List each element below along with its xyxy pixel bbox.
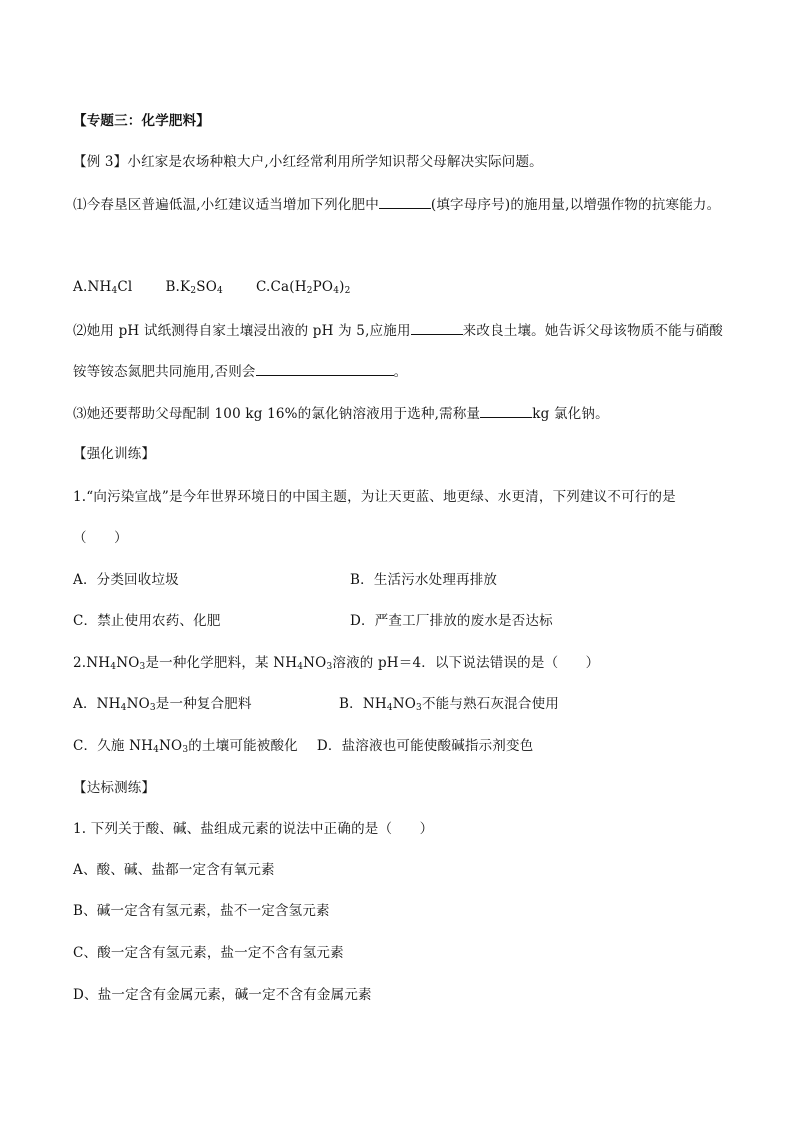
standard-option-b: B、碱一定含有氢元素，盐不一定含氢元素 — [73, 903, 330, 919]
training-q1-options-ab — [73, 571, 498, 589]
training-heading: 【强化训练】 — [73, 446, 156, 462]
training-q2-options-cd — [73, 737, 533, 755]
training-q2-options-ab — [73, 695, 559, 713]
training-q1-line1: 1.“向污染宣战”是今年世界环境日的中国主题，为让天更蓝、地更绿、水更清，下列建议不可行的是 — [73, 489, 676, 505]
option-b: $B.K_2SO_4$ — [165, 279, 223, 296]
example-q3: ⑶她还要帮助父母配制 100 kg 16%的氯化钠溶液用于选种,需称量 kg 氯化钠。 — [73, 406, 609, 422]
answer-blank[interactable] — [256, 362, 394, 376]
option-a: $A.NH_4Cl$ — [73, 279, 133, 296]
option-c: $C.Ca(H_2PO_4)_2$ — [255, 279, 351, 296]
answer-blank[interactable] — [379, 195, 431, 209]
option-d: D．严查工厂排放的废水是否达标 — [350, 613, 553, 629]
example-q2-line2: 铵等铵态氮肥共同施用,否则会 。 — [73, 364, 408, 380]
standard-option-c: C、酸一定含有氢元素，盐一定不含有氢元素 — [73, 945, 344, 961]
standard-option-a: A、酸、碱、盐都一定含有氧元素 — [73, 862, 275, 878]
answer-blank[interactable] — [411, 321, 463, 335]
standard-heading: 【达标测练】 — [73, 780, 156, 796]
training-q1-line2: （ ） — [73, 530, 128, 546]
training-q1-options-cd — [73, 612, 553, 630]
option-a: A．$NH_4NO_3$是一种复合肥料 — [73, 696, 252, 713]
option-b: B．生活污水处理再排放 — [350, 572, 498, 588]
section-title: 【专题三：化学肥料】 — [73, 113, 210, 129]
option-a: A．分类回收垃圾 — [73, 572, 179, 588]
example-intro: 【例 3】小红家是农场种粮大户,小红经常利用所学知识帮父母解决实际问题。 — [73, 154, 543, 170]
standard-q1: 1. 下列关于酸、碱、盐组成元素的说法中正确的是（ ） — [73, 821, 434, 837]
example-q2-line1: ⑵她用 pH 试纸测得自家土壤浸出液的 pH 为 5,应施用 来改良土壤。她告诉父母该物质不能与硝酸 — [73, 323, 723, 339]
option-c: C．禁止使用农药、化肥 — [73, 613, 221, 629]
option-b: B．$NH_4NO_3$不能与熟石灰混合使用 — [339, 696, 559, 713]
standard-option-d: D、盐一定含有金属元素，碱一定不含有金属元素 — [73, 987, 372, 1003]
option-d: D．盐溶液也可能使酸碱指示剂变色 — [316, 738, 534, 754]
example-q1-options — [73, 278, 351, 296]
example-q1: ⑴今春垦区普遍低温,小红建议适当增加下列化肥中 (填字母序号)的施用量,以增强作物的抗寒能力。 — [73, 197, 721, 213]
training-q2: $2.NH_4NO_3$是一种化学肥料，某 $NH_4NO_3$溶液的 pH＝4．以下说法错误的是（ ） — [73, 655, 600, 672]
option-c: C．久施 $NH_4NO_3$的土壤可能被酸化 — [73, 738, 298, 755]
answer-blank[interactable] — [480, 404, 532, 418]
